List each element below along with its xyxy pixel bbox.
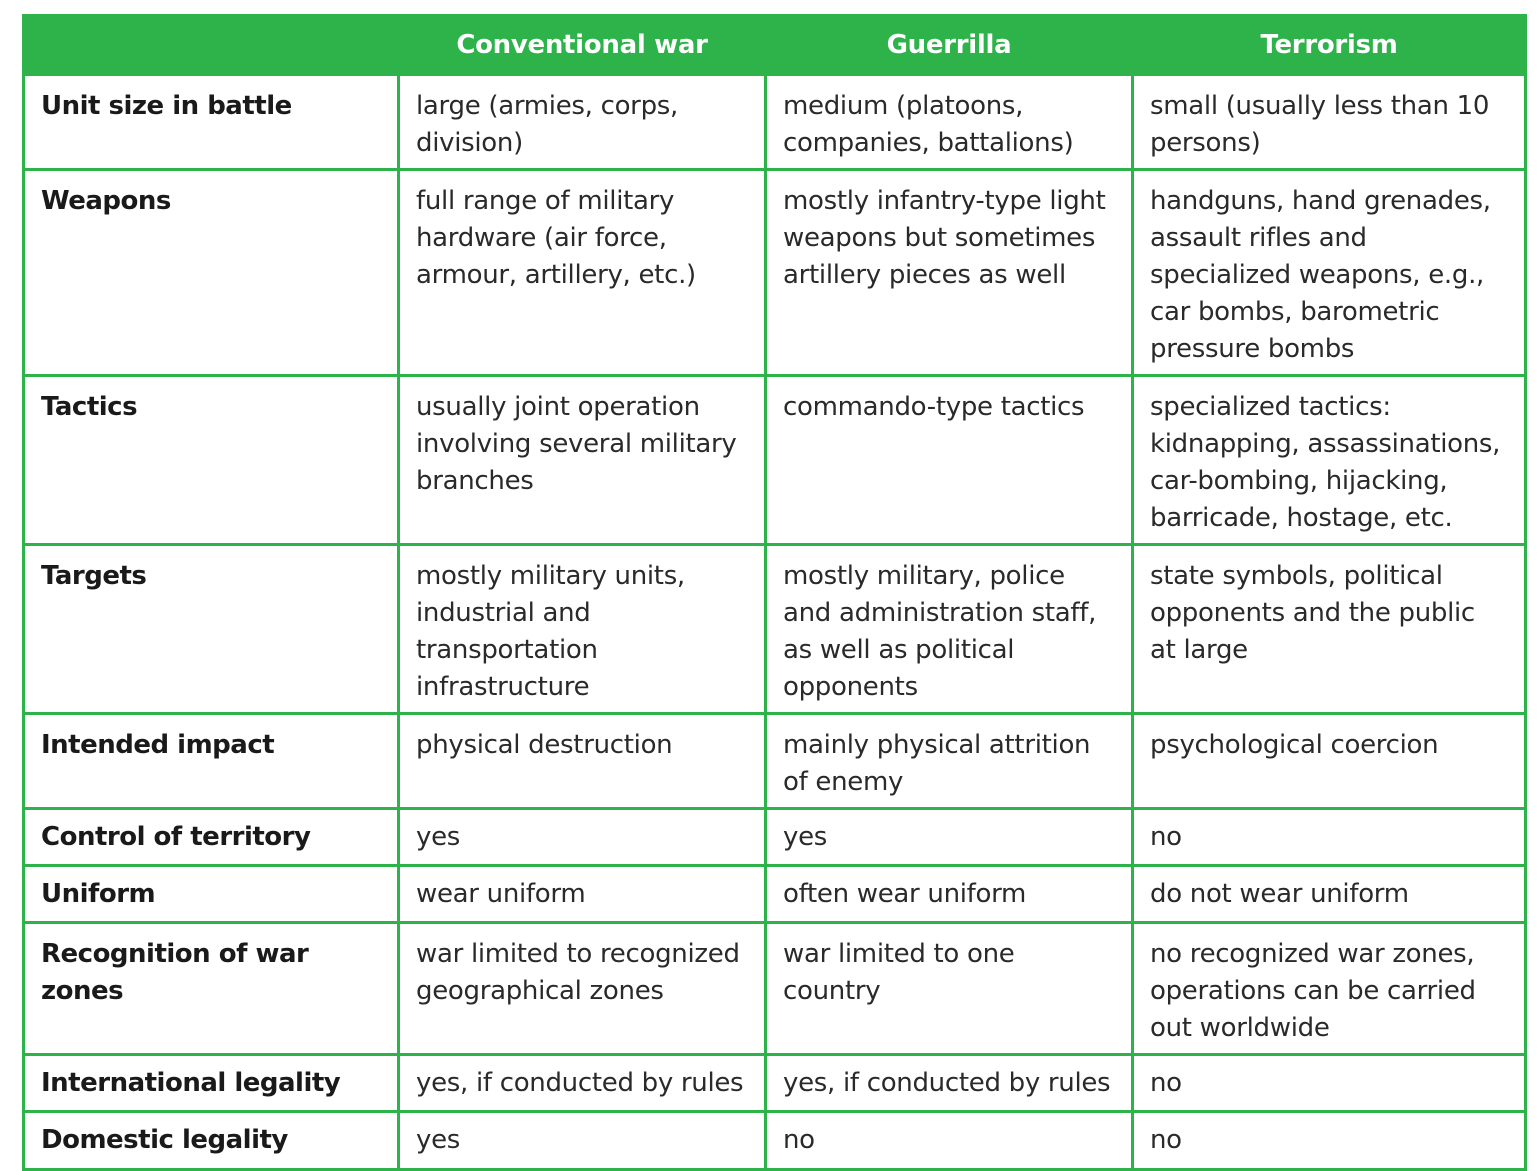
table-cell: physical destruction	[399, 714, 766, 809]
table-cell: mostly military, police and administration staff, as well as political opponents	[766, 545, 1133, 714]
table-cell: yes	[766, 809, 1133, 866]
table-row	[24, 545, 1526, 714]
table-row	[24, 809, 1526, 866]
table-cell: yes	[399, 1112, 766, 1170]
table-cell: no	[766, 1112, 1133, 1170]
table-cell: mostly infantry-type light weapons but sometimes artillery pieces as well	[766, 170, 1133, 376]
header-cell-terrorism: Terrorism	[1133, 16, 1526, 75]
table-cell: psychological coercion	[1133, 714, 1526, 809]
row-label: Uniform	[24, 866, 399, 923]
table-row	[24, 866, 1526, 923]
row-label: Recognition of war zones	[24, 923, 399, 1055]
table-header-row	[24, 16, 1526, 75]
table-cell: handguns, hand grenades, assault rifles and specialized weapons, e.g., car bombs, barometric pressure bombs	[1133, 170, 1526, 376]
row-label: Control of territory	[24, 809, 399, 866]
table-row	[24, 714, 1526, 809]
table-row	[24, 923, 1526, 1055]
table-cell: state symbols, political opponents and the public at large	[1133, 545, 1526, 714]
row-label: Domestic legality	[24, 1112, 399, 1170]
header-cell-guerrilla: Guerrilla	[766, 16, 1133, 75]
table-cell: war limited to one country	[766, 923, 1133, 1055]
table-cell: war limited to recognized geographical zones	[399, 923, 766, 1055]
table-cell: usually joint operation involving several military branches	[399, 376, 766, 545]
table-cell: often wear uniform	[766, 866, 1133, 923]
table-cell: no	[1133, 1112, 1526, 1170]
row-label: Unit size in battle	[24, 75, 399, 170]
row-label: Targets	[24, 545, 399, 714]
table-cell: yes, if conducted by rules	[766, 1055, 1133, 1112]
row-label: Intended impact	[24, 714, 399, 809]
table-cell: yes	[399, 809, 766, 866]
table-row	[24, 1112, 1526, 1170]
table-cell: wear uniform	[399, 866, 766, 923]
header-cell-empty	[24, 16, 399, 75]
table-cell: mostly military units, industrial and transportation infrastructure	[399, 545, 766, 714]
table-cell: mainly physical attrition of enemy	[766, 714, 1133, 809]
table-row	[24, 1055, 1526, 1112]
table-cell: small (usually less than 10 persons)	[1133, 75, 1526, 170]
table-cell: commando-type tactics	[766, 376, 1133, 545]
table-cell: do not wear uniform	[1133, 866, 1526, 923]
table-row	[24, 170, 1526, 376]
table-cell: medium (platoons, companies, battalions)	[766, 75, 1133, 170]
comparison-table	[22, 14, 1527, 1171]
table-row	[24, 75, 1526, 170]
table-cell: large (armies, corps, division)	[399, 75, 766, 170]
header-cell-conventional-war: Conventional war	[399, 16, 766, 75]
table-cell: specialized tactics: kidnapping, assassinations, car-bombing, hijacking, barricade, hostage, etc.	[1133, 376, 1526, 545]
row-label: Weapons	[24, 170, 399, 376]
row-label: International legality	[24, 1055, 399, 1112]
table-cell: full range of military hardware (air force, armour, artillery, etc.)	[399, 170, 766, 376]
table-cell: no	[1133, 1055, 1526, 1112]
table-cell: no recognized war zones, operations can be carried out worldwide	[1133, 923, 1526, 1055]
table-cell: no	[1133, 809, 1526, 866]
table-cell: yes, if conducted by rules	[399, 1055, 766, 1112]
table-row	[24, 376, 1526, 545]
row-label: Tactics	[24, 376, 399, 545]
